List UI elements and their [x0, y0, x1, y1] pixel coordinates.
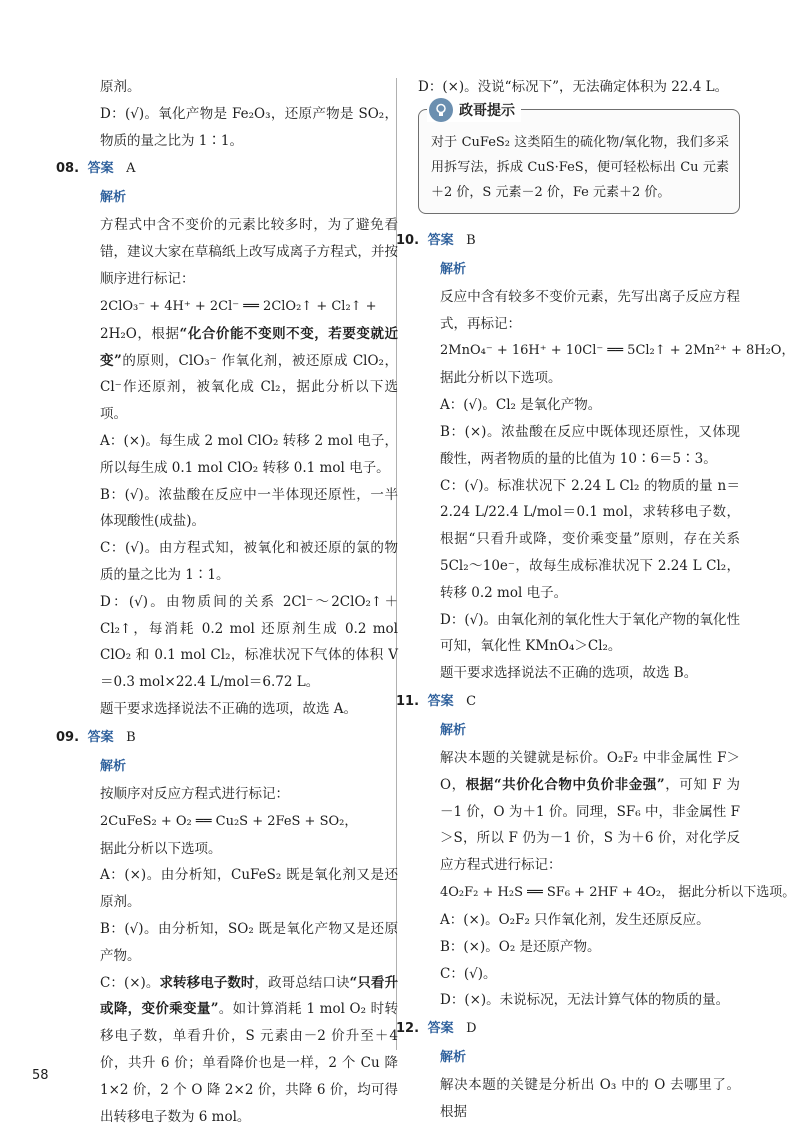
analysis-text: 据此分析以下选项。: [440, 370, 562, 387]
question-number: 09.: [56, 729, 80, 745]
analysis-text: 解决本题的关键就是标价。O₂F₂ 中非金属性 F＞O，根据“共价化合物中负价非金强”，可知 F 为－1 价，O 为＋1 价。同理，SF₆ 中，非金属性 F＞S，所以 F 仍为－1 价，S 为＋6 价，对化学反应方程式进行标记：: [440, 749, 740, 874]
chemical-equation: 2ClO₃⁻ + 4H⁺ + 2Cl⁻ ══ 2ClO₂↑ + Cl₂↑ +: [100, 298, 377, 314]
question-10: [396, 226, 795, 687]
option-a: A：(×)。每生成 2 mol ClO₂ 转移 2 mol 电子，所以每生成 0.1 mol ClO₂ 转移 0.1 mol 电子。: [100, 432, 398, 476]
left-column: [56, 74, 399, 1130]
option-d-q07: D：(√)。氧化产物是 Fe₂O₃，还原产物是 SO₂，物质的量之比为 1∶1。: [100, 105, 398, 149]
analysis-text: 2H₂O，根据“化合价能不变则不变，若要变就近变”的原则，ClO₃⁻ 作氧化剂，被还原成 ClO₂，Cl⁻作还原剂，被氧化成 Cl₂，据此分析以下选项。: [100, 325, 398, 423]
option-b: B：(×)。O₂ 是还原产物。: [440, 938, 601, 955]
question-number: 10.: [396, 232, 420, 248]
option-c: C：(√)。标准状况下 2.24 L Cl₂ 的物质的量 n＝2.24 L/22.4 L/mol＝0.1 mol，求转移电子数，根据“只看升或降，变价乘变量”原则，存在关系 5Cl₂～10e⁻，故每生成标准状况下 2.24 L Cl₂，转移 0.2 mol 电子。: [440, 477, 740, 601]
answer-letter: C: [466, 693, 477, 709]
answer-label: 答案: [87, 729, 114, 745]
answer-letter: D: [466, 1021, 477, 1037]
chemical-equation: 2CuFeS₂ + O₂ ══ Cu₂S + 2FeS + SO₂，: [100, 813, 358, 829]
option-d: D：(√)。由物质间的关系 2Cl⁻～2ClO₂↑＋Cl₂↑，每消耗 0.2 mol 还原剂生成 0.2 mol ClO₂ 和 0.1 mol Cl₂，标准状况下气体的体积 V＝0.3 mol×22.4 L/mol＝6.72 L。: [100, 593, 398, 691]
analysis-label: 解析: [100, 758, 127, 774]
analysis-text: 据此分析以下选项。: [100, 840, 222, 857]
option-d: D：(×)。未说标况，无法计算气体的物质的量。: [440, 992, 730, 1009]
conclusion: 题干要求选择说法不正确的选项，故选 A。: [100, 700, 358, 717]
analysis-label: 解析: [440, 1050, 467, 1066]
page-number: 58: [32, 1068, 49, 1083]
answer-letter: B: [466, 232, 476, 248]
option-b: B：(√)。浓盐酸在反应中一半体现还原性，一半体现酸性(成盐)。: [100, 486, 398, 530]
tip-title: 政哥提示: [459, 102, 515, 119]
rule-highlight: “化合价能不变则不变，若要变就近变”: [100, 325, 398, 369]
answer-label: 答案: [87, 161, 114, 177]
analysis-text: 按顺序对反应方程式进行标记：: [100, 785, 289, 802]
option-a: A：(√)。Cl₂ 是氧化产物。: [440, 397, 602, 414]
question-number: 11.: [396, 693, 420, 709]
analysis-text: 反应中含有较多不变价元素，先写出离子反应方程式，再标记：: [440, 288, 740, 332]
option-b: B：(×)。浓盐酸在反应中既体现还原性，又体现酸性，两者物质的量的比值为 10∶6＝5∶3。: [440, 423, 740, 467]
option-d-prev: D：(×)。没说“标况下”，无法确定体积为 22.4 L。: [418, 79, 729, 95]
question-11: [396, 687, 796, 1014]
option-c: C：(√)。由方程式知，被氧化和被还原的氯的物质的量之比为 1∶1。: [100, 540, 398, 583]
answer-label: 答案: [427, 1021, 454, 1037]
right-column: [396, 74, 796, 1126]
question-09: [56, 723, 399, 1130]
analysis-text: 解决本题的关键是分析出 O₃ 中的 O 去哪里了。根据: [440, 1077, 740, 1120]
option-a: A：(×)。O₂F₂ 只作氧化剂，发生还原反应。: [440, 911, 710, 928]
analysis-label: 解析: [100, 190, 127, 206]
option-d: D：(√)。由氧化剂的氧化性大于氧化产物的氧化性可知，氧化性 KMnO₄＞Cl₂。: [440, 611, 740, 655]
chemical-equation: 2MnO₄⁻ + 16H⁺ + 10Cl⁻ ══ 5Cl₂↑ + 2Mn²⁺ + 8H₂O，: [440, 343, 795, 359]
conclusion: 题干要求选择说法不正确的选项，故选 B。: [440, 665, 698, 682]
analysis-label: 解析: [440, 261, 467, 277]
tip-text: 对于 CuFeS₂ 这类陌生的硫化物/氧化物，我们多采用拆写法，拆成 CuS·FeS，便可轻松标出 Cu 元素＋2 价，S 元素－2 价，Fe 元素＋2 价。: [431, 134, 729, 200]
question-number: 12.: [396, 1021, 420, 1037]
lightbulb-icon: [429, 98, 453, 122]
answer-letter: B: [126, 729, 136, 745]
question-number: 08.: [56, 161, 80, 177]
analysis-text: 方程式中含不变价的元素比较多时，为了避免看错，建议大家在草稿纸上改写成离子方程式，并按顺序进行标记：: [100, 217, 398, 287]
answer-label: 答案: [427, 693, 454, 709]
option-c: C：(×)。求转移电子数时，政哥总结口诀“只看升或降，变价乘变量”。如计算消耗 1 mol O₂ 时转移电子数，单看升价，S 元素由－2 价升至＋4 价，共升 6 价；单看降价也是一样，2 个 Cu 降 1×2 价，2 个 O 降 2×2 价，共降 6 价，均可得出转移电子数为 6 mol。: [100, 974, 399, 1125]
option-a: A：(×)。由分析知，CuFeS₂ 既是氧化剂又是还原剂。: [100, 867, 398, 911]
option-b: B：(√)。由分析知，SO₂ 既是氧化产物又是还原产物。: [100, 920, 398, 964]
analysis-label: 解析: [440, 722, 467, 738]
question-12: [396, 1014, 740, 1126]
question-08: [56, 154, 398, 722]
option-c: C：(√)。: [440, 965, 497, 982]
text-line: 原剂。: [100, 79, 141, 95]
answer-label: 答案: [427, 232, 454, 248]
answer-letter: A: [126, 161, 136, 177]
chemical-equation: 4O₂F₂ + H₂S ══ SF₆ + 2HF + 4O₂， 据此分析以下选项。: [440, 884, 796, 900]
tip-box: [418, 102, 740, 214]
